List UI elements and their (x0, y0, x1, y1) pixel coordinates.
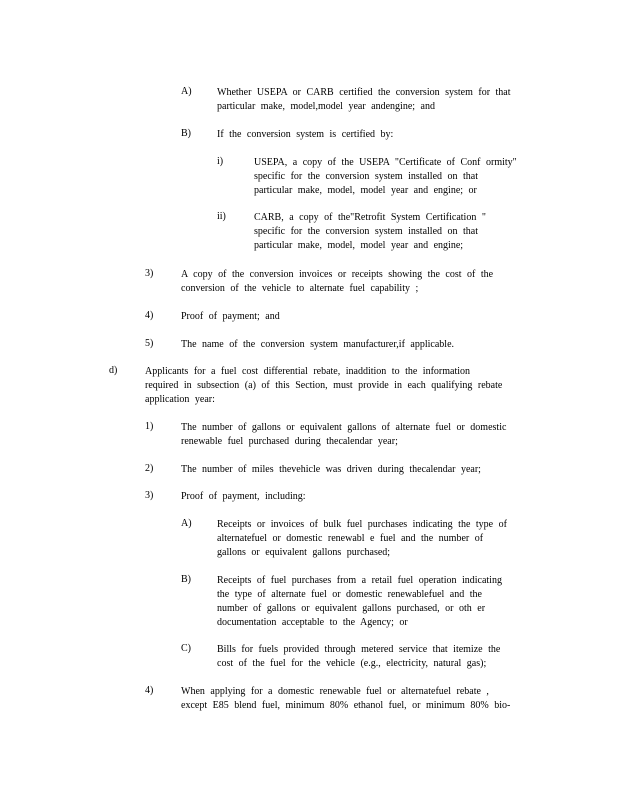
item-text: Receipts or invoices of bulk fuel purchases indicating the type of alternatefuel or domestic renewabl e fuel and the number of gallons or equivalent gallons purchased; (217, 519, 507, 558)
item-text: The number of gallons or equivalent gallons of alternate fuel or domestic renewable fuel purchased during thecalendar year; (181, 422, 507, 447)
item-label: 4) (145, 685, 154, 696)
item-label: B) (181, 128, 191, 139)
item-label: 2) (145, 463, 154, 474)
item-label: C) (181, 643, 191, 654)
item-text: Proof of payment; and (181, 311, 280, 322)
item-text: When applying for a domestic renewable fuel or alternatefuel rebate , except E85 blend fuel, minimum 80% ethanol fuel, or minimum 80% bio- (181, 686, 511, 711)
item-text: Whether USEPA or CARB certified the conversion system for that particular make, model,model year andengine; and (217, 87, 511, 112)
item-label: 1) (145, 421, 154, 432)
item-label: A) (181, 86, 192, 97)
item-text: USEPA, a copy of the USEPA "Certificate of Conf ormity" specific for the conversion system installed on that particular make, model, model year and engine; or (254, 157, 517, 196)
item-text: Proof of payment, including: (181, 491, 306, 502)
item-text: Bills for fuels provided through metered service that itemize the cost of the fuel for the vehicle (e.g., electricity, natural gas); (217, 644, 501, 669)
item-text: Receipts of fuel purchases from a retail fuel operation indicating the type of alternate fuel or domestic renewablefuel and the number of gallons or equivalent gallons purchased, or oth er documentation acceptable to the Agency; or (217, 575, 502, 628)
item-text: A copy of the conversion invoices or receipts showing the cost of the conversion of the vehicle to alternate fuel capability ; (181, 269, 494, 294)
item-text: If the conversion system is certified by: (217, 129, 394, 140)
item-text: Applicants for a fuel cost differential rebate, inaddition to the information required in subsection (a) of this Section, must provide in each qualifying rebate application year: (145, 366, 503, 405)
item-label: 3) (145, 490, 154, 501)
item-label: 5) (145, 338, 154, 349)
item-label: 4) (145, 310, 154, 321)
item-text: The number of miles thevehicle was driven during thecalendar year; (181, 464, 481, 475)
item-label: A) (181, 518, 192, 529)
item-label: 3) (145, 268, 154, 279)
item-text: The name of the conversion system manufacturer,if applicable. (181, 339, 455, 350)
item-label: i) (217, 156, 224, 167)
item-text: CARB, a copy of the"Retrofit System Certification " specific for the conversion system installed on that particular make, model, model year and engine; (254, 212, 486, 251)
item-label: ii) (217, 211, 226, 222)
item-label: d) (109, 365, 118, 376)
item-label: B) (181, 574, 191, 585)
